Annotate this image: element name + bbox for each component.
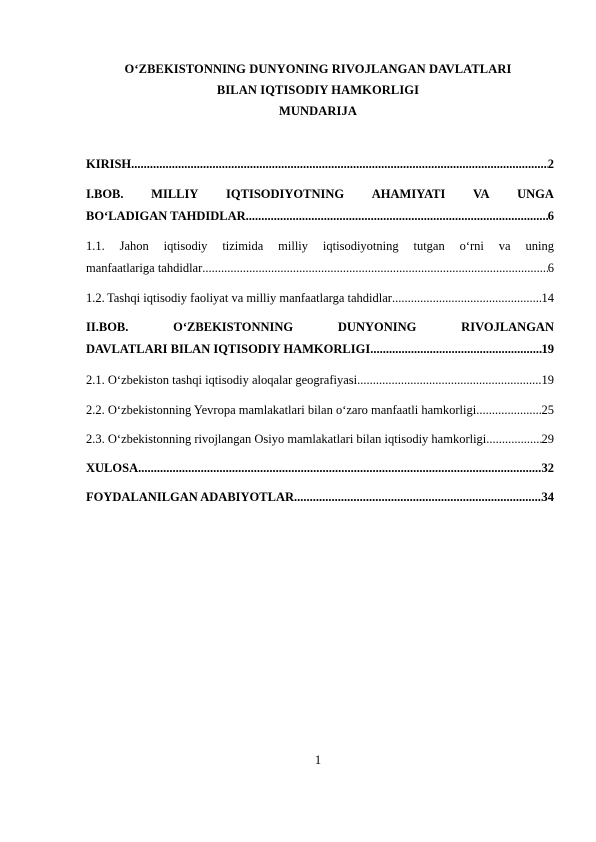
- toc-entry-chapter-2[interactable]: [86, 319, 554, 357]
- toc-entry-label: FOYDALANILGAN ADABIYOTLAR: [86, 490, 295, 504]
- toc-entry-label: 2.2. O‘zbekistonning Yevropa mamlakatlari bilan o‘zaro manfaatli hamkorligi: [86, 403, 477, 417]
- toc-page-number: 19: [541, 342, 554, 356]
- toc-entry-label: 2.3. O‘zbekistonning rivojlangan Osiyo mamlakatlari bilan iqtisodiy hamkorligi: [86, 432, 487, 446]
- toc-page-number: 25: [541, 403, 554, 417]
- toc-entry-section-2-2[interactable]: [86, 402, 554, 418]
- toc-entry-label: 2.1. O‘zbekiston tashqi iqtisodiy aloqalar geografiyasi: [86, 373, 358, 387]
- toc-entry-label-line-1: II.BOB. O‘ZBEKISTONNING DUNYONING RIVOJLANGAN: [86, 320, 554, 334]
- toc-page-number: 2: [547, 157, 554, 171]
- toc-page-number: 34: [541, 490, 554, 504]
- toc-entry-section-1-1[interactable]: [86, 238, 554, 276]
- toc-entry-chapter-1[interactable]: [86, 186, 554, 224]
- toc-entry-label-line-1: 1.1. Jahon iqtisodiy tizimida milliy iqtisodiyotning tutgan o‘rni va uning: [86, 239, 554, 253]
- toc-entry-section-2-1[interactable]: [86, 372, 554, 388]
- document-title-line-2: BILAN IQTISODIY HAMKORLIGI: [216, 83, 420, 97]
- toc-leader-dots: [294, 489, 541, 505]
- toc-leader-dots: [131, 156, 548, 172]
- toc-page-number: 19: [541, 373, 554, 387]
- toc-entry-label: Tashqi iqtisodiy faoliyat va milliy manfaatlarga tahdidlar: [107, 291, 392, 305]
- toc-page-number: 32: [541, 461, 554, 475]
- toc-entry-number: 1.2.: [86, 291, 105, 305]
- toc-page-number: 29: [541, 432, 554, 446]
- toc-entry-xulosa[interactable]: [86, 460, 554, 476]
- toc-entry-label-line-2: DAVLATLARI BILAN IQTISODIY HAMKORLIGI: [86, 342, 371, 356]
- toc-entry-references[interactable]: [86, 489, 554, 505]
- toc-entry-section-2-3[interactable]: [86, 431, 554, 447]
- toc-page-number: 6: [547, 261, 554, 275]
- toc-leader-dots: [370, 341, 541, 357]
- toc-page-number: 6: [547, 209, 554, 223]
- toc-entry-label-line-2: BO‘LADIGAN TAHDIDLAR: [86, 209, 246, 223]
- toc-entry-kirish[interactable]: [86, 156, 554, 172]
- toc-leader-dots: [202, 260, 547, 276]
- toc-leader-dots: [486, 431, 541, 447]
- document-title-line-1: O‘ZBEKISTONNING DUNYONING RIVOJLANGAN DAVLATLARI: [124, 62, 512, 76]
- contents-heading: MUNDARIJA: [279, 104, 357, 118]
- toc-leader-dots: [246, 208, 548, 224]
- toc-leader-dots: [357, 372, 541, 388]
- toc-leader-dots: [392, 290, 542, 306]
- toc-entry-label: XULOSA: [86, 461, 139, 475]
- toc-page-number: 14: [541, 291, 554, 305]
- toc-entry-label: KIRISH: [86, 157, 132, 171]
- toc-leader-dots: [138, 460, 541, 476]
- toc-leader-dots: [476, 402, 541, 418]
- toc-entry-label-line-2: manfaatlariga tahdidlar: [86, 261, 203, 275]
- toc-entry-section-1-2[interactable]: [86, 290, 554, 306]
- toc-entry-label-line-1: I.BOB. MILLIY IQTISODIYOTNING AHAMIYATI VA UNGA: [86, 187, 554, 201]
- page-number-footer: 1: [314, 753, 322, 767]
